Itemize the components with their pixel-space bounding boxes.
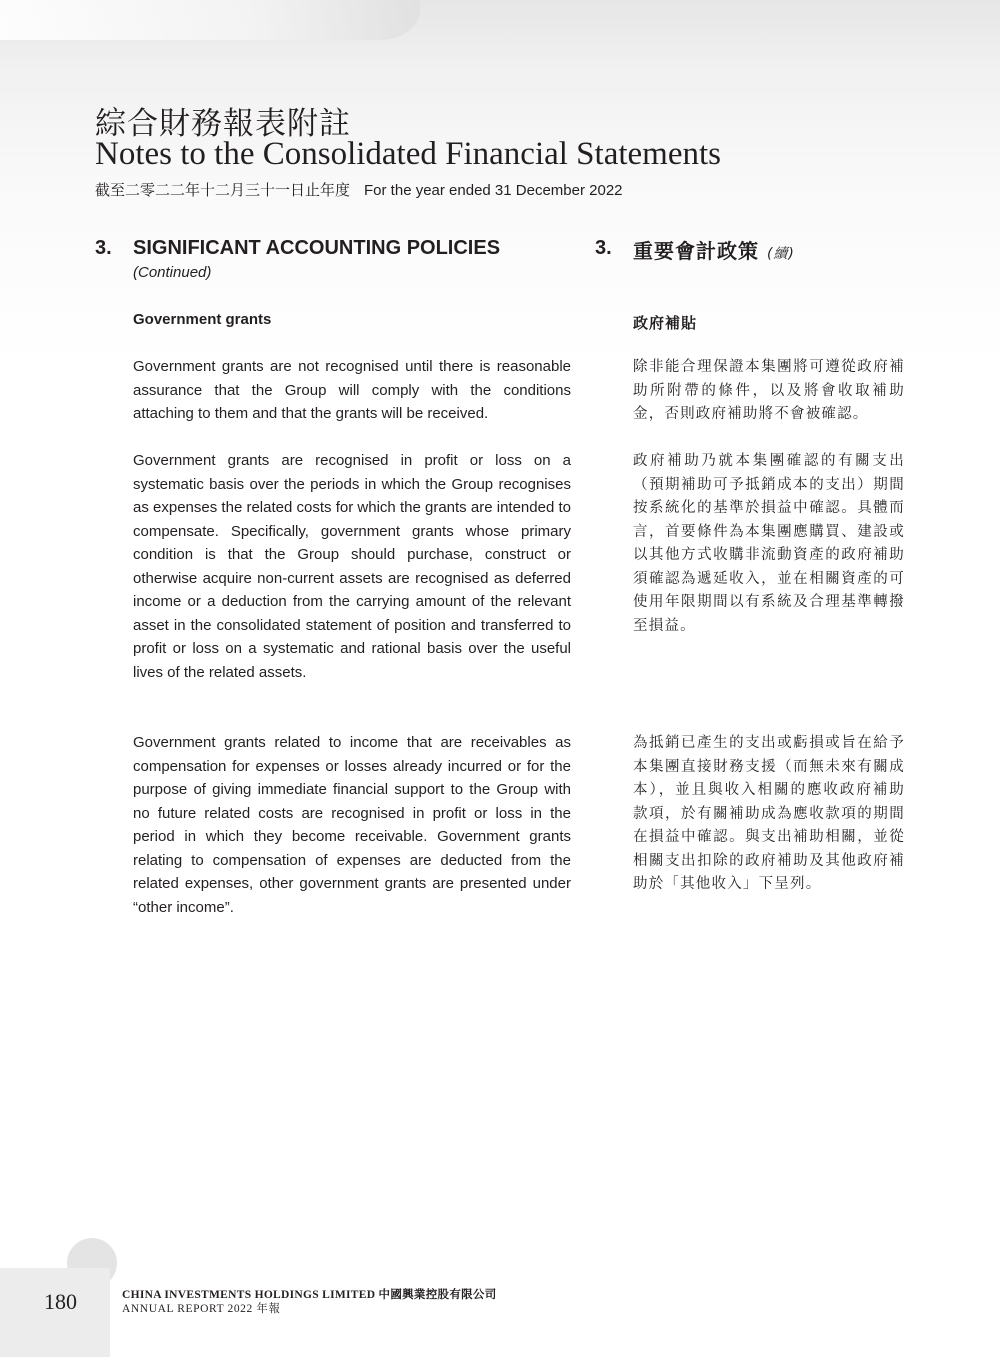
section-title-zh	[633, 235, 795, 264]
paragraph-en-3: Government grants related to income that are receivables as compensation for expenses or losses already incurred or for the purpose of giving immediate financial support to the Group with no future related costs are recognised in profit or loss in the period in which they become receivable. Government grants relating to compensation of expenses are deducted from the related expenses, other government grants are presented under “other income”.	[133, 734, 571, 916]
section-number-zh: 3.	[595, 237, 612, 259]
page-number: 180	[44, 1289, 77, 1314]
header-swoosh	[0, 0, 420, 40]
paragraph-zh-2: 政府補助乃就本集團確認的有關支出（預期補助可予抵銷成本的支出）期間按系統化的基準於損益中確認。具體而言，首要條件為本集團應購買、建設或以其他方式收購非流動資產的政府補助須確認為遞延收入，並在相關資產的可使用年限期間以有系統及合理基準轉撥至損益。	[633, 453, 905, 634]
page-subtitle	[95, 179, 623, 200]
page-title-english: Notes to the Consolidated Financial Statements	[95, 136, 721, 172]
section-title-en: SIGNIFICANT ACCOUNTING POLICIES	[133, 237, 501, 259]
period-english: For the year ended 31 December 2022	[364, 182, 623, 199]
paragraph-zh-3: 為抵銷已產生的支出或虧損或旨在給予本集團直接財務支援（而無未來有關成本），並且與收入相關的應收政府補助款項，於有關補助成為應收款項的期間在損益中確認。與支出補助相關，並從相關支出扣除的政府補助及其他政府補助於「其他收入」下呈列。	[633, 735, 905, 892]
paragraph-zh-1: 除非能合理保證本集團將可遵從政府補助所附帶的條件，以及將會收取補助金，否則政府補助將不會被確認。	[633, 359, 905, 422]
section-continued-en: (Continued)	[133, 264, 212, 281]
page-title-chinese: 綜合財務報表附註	[95, 106, 351, 142]
period-chinese: 截至二零二二年十二月三十一日止年度	[95, 182, 351, 199]
section-continued-zh: (續)	[766, 246, 795, 262]
section-title-zh-text: 重要會計政策	[633, 239, 759, 263]
footer-company-name: CHINA INVESTMENTS HOLDINGS LIMITED 中國興業控股有限公司	[122, 1289, 497, 1301]
paragraph-en-2: Government grants are recognised in profit or loss on a systematic basis over the periods in which the Group recognises as expenses the related costs for which the grants are intended to compensate. Specifically, government grants whose primary condition is that the Group should purchase, construct or otherwise acquire non-current assets are recognised as deferred income or a deduction from the carrying amount of the relevant asset in the consolidated statement of position and transferred to profit or loss on a systematic and rational basis over the useful lives of the related assets.	[133, 452, 571, 681]
footer-report-title: ANNUAL REPORT 2022 年報	[122, 1303, 281, 1315]
section-number-en: 3.	[95, 237, 112, 259]
subheading-en: Government grants	[133, 311, 272, 328]
paragraph-en-1: Government grants are not recognised until there is reasonable assurance that the Group will comply with the conditions attaching to them and that the grants will be received.	[133, 358, 571, 422]
subheading-zh: 政府補貼	[633, 314, 698, 332]
